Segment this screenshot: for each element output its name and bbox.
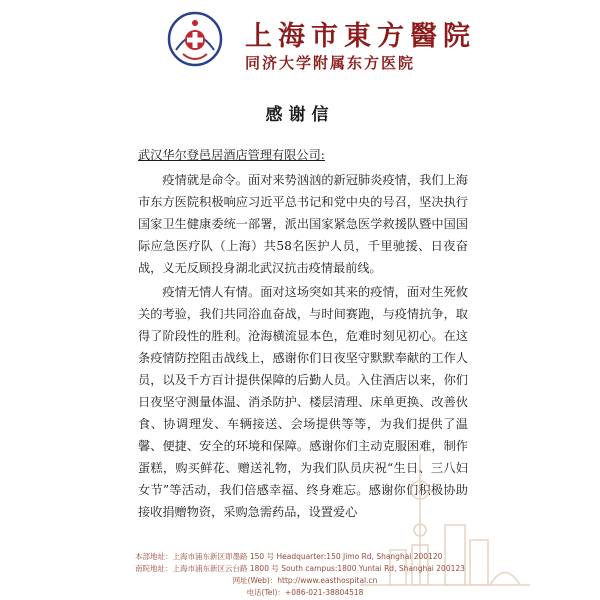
letter-paragraph: 疫情就是命令。面对来势汹汹的新冠肺炎疫情，我们上海市东方医院积极响应习近平总书记和党中央的号召，坚决执行国家卫生健康委统一部署，派出国家紧急医学救援队暨中国国际应急医疗队（上海）共58名医护人员，千里驰援、日夜奋战，义无反顾投身湖北武汉抗击疫情最前线。	[138, 173, 468, 275]
hospital-name: 上海市東方醫院	[245, 21, 476, 52]
letter-paragraph: 疫情无情人有情。面对这场突如其来的疫情，面对生死攸关的考验，我们共同浴血奋战，与时间赛跑，与疫情抗争，取得了阶段性的胜利。沧海横流显本色，危难时刻见初心。在这条疫情防控阻击战线上，感谢你们日夜坚守默默奉献的工作人员，以及千方百计提供保障的后勤人员。入住酒店以来，你们日夜坚守测量体温、消杀防护、楼层清理、床单更换、改善伙食、协调理发、车辆接送、会场提供等等，为我们提供了温馨、便捷、安全的环境和保障。感谢你们主动克服困难，制作蛋糕，购买鲜花、赠送礼物，为我们队员庆祝“生日、三八妇女节”等活动，我们倍感幸福、终身难忘。感谢你们积极协助接收捐赠物资，采购急需药品，设置爱心	[138, 285, 468, 519]
letter-salutation: 武汉华尔登邑居酒店管理有限公司:	[138, 148, 325, 162]
hospital-emblem-icon	[166, 10, 224, 68]
letter-title: 感谢信	[265, 105, 335, 125]
footer-website: 网址(Web)：http://www.easthospital.cn	[232, 576, 378, 585]
footer-south-campus-address: 南院地址：上海市浦东新区云台路 1800 号 South campus:1800 Yuntai Rd, Shanghai 200123	[135, 564, 465, 573]
footer-headquarter-address: 本部地址：上海市浦东新区即墨路 150 号 Headquarter:150 Jimo Rd, Shanghai 200120	[135, 552, 443, 561]
letter-footer	[135, 551, 475, 599]
footer-phone: 电话(Tel)：+086-021-38804518	[246, 588, 364, 597]
hospital-subtitle: 同济大学附属东方医院	[245, 54, 416, 72]
